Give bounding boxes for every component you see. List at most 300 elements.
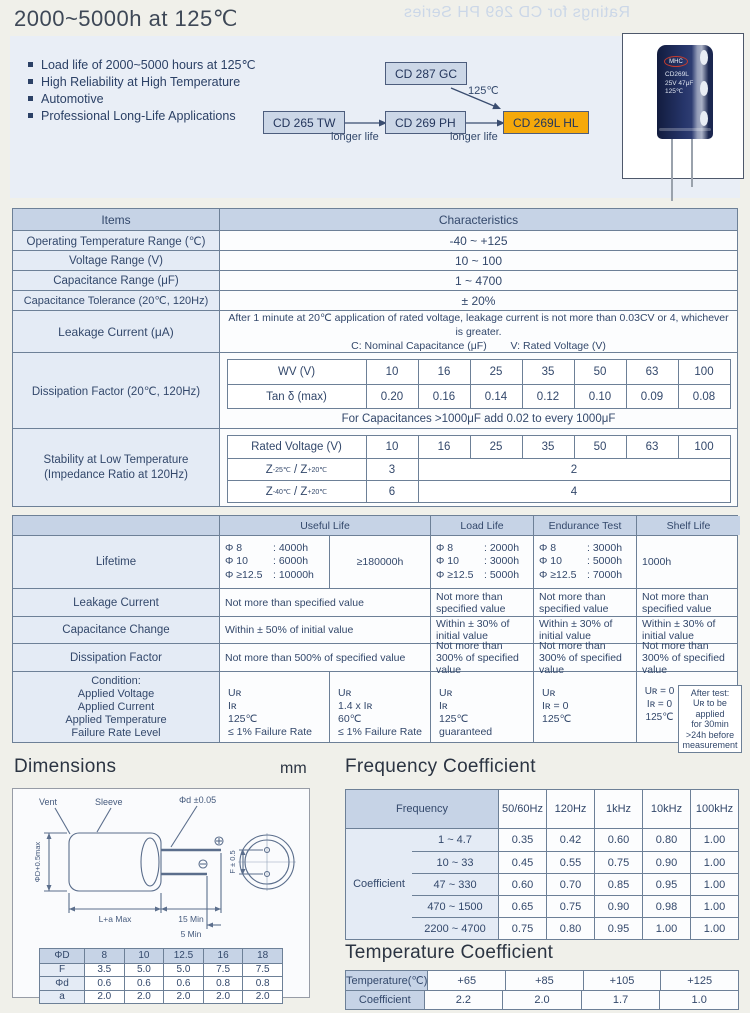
cell-value: Within ± 50% of initial value — [219, 617, 430, 643]
tan-value: 0.20 — [366, 385, 418, 408]
dim-value: 0.6 — [124, 977, 164, 990]
tan-value: 0.16 — [418, 385, 470, 408]
dim-row-label: a — [40, 991, 84, 1004]
condition-value: Uʀ — [228, 687, 242, 699]
row-label: Leakage Current (μA) — [13, 311, 219, 352]
lifetime-line — [539, 569, 622, 583]
cap-range: 47 ~ 330 — [412, 874, 498, 895]
table-row — [13, 310, 737, 352]
coef-value: 1.00 — [690, 874, 738, 895]
voltage-header: 35 — [522, 360, 574, 384]
note-line: for 30min — [691, 719, 729, 730]
lifetime-line — [225, 555, 308, 569]
column-header: 10kHz — [642, 790, 690, 828]
frequency-body — [346, 828, 738, 939]
cell-value: Not more than 300% of specified value — [636, 644, 740, 671]
dim-value: 16 — [203, 949, 243, 963]
table-row — [13, 209, 737, 230]
table-row — [13, 428, 737, 506]
vent-mark — [700, 50, 708, 65]
temp-text: 125℃ — [665, 88, 684, 95]
lifetime-shelf: 1000h — [636, 536, 740, 588]
row-label: Capacitance Change — [13, 617, 219, 643]
unit-label: mm — [280, 760, 307, 777]
leakage-note-line1: After 1 minute at 20℃ application of rated voltage, leakage current is not more than 0.03CV or 4, whichever is greater. — [228, 311, 729, 338]
table-row — [228, 436, 730, 458]
dim-row-label: Φd — [40, 977, 84, 990]
ratio-value-merged: 4 — [418, 481, 730, 502]
hours: : 5000h — [484, 568, 520, 581]
stability-label-line1: Stability at Low Temperature — [43, 453, 189, 466]
coef-value: 2.0 — [502, 991, 581, 1009]
cell-value: Not more than 500% of specified value — [219, 644, 430, 671]
hours: : 7000h — [587, 568, 623, 581]
characteristics-table — [12, 208, 738, 507]
dim-value: 5.0 — [124, 964, 164, 977]
arrowhead-icon — [155, 907, 161, 912]
pitch-label: F ± 0.5 — [228, 850, 237, 874]
leader-line — [171, 806, 197, 847]
voltage-header: 10 — [366, 360, 418, 384]
temperature-heading: Temperature Coefficient — [345, 942, 554, 963]
coef-value: 0.70 — [546, 874, 594, 895]
coef-value: 0.60 — [498, 874, 546, 895]
column-header: Shelf Life — [636, 516, 740, 535]
row-label: Coefficient — [346, 991, 424, 1009]
column-header: 50/60Hz — [498, 790, 546, 828]
arrowhead-icon — [69, 907, 75, 912]
condition-value: 125℃ — [439, 713, 469, 725]
condition-shelf — [636, 672, 740, 751]
cell-value: Within ± 30% of initial value — [533, 617, 636, 643]
coef-value: 0.75 — [594, 852, 642, 873]
column-header: Useful Life — [219, 516, 430, 535]
row-label: Leakage Current — [13, 589, 219, 616]
coef-value: 1.00 — [642, 918, 690, 939]
lifetime-line — [436, 569, 519, 583]
diameter: Φ 10 — [225, 555, 248, 568]
cell-value: -40 ~ +125 — [219, 231, 737, 250]
dimension-drawing-box — [12, 788, 310, 1003]
row-label: Capacitance Tolerance (20℃, 120Hz) — [13, 291, 219, 310]
capacitor-body — [657, 45, 713, 139]
voltage-header: 25 — [470, 360, 522, 384]
condition-value: Iʀ — [228, 700, 237, 712]
ratio-value: 6 — [366, 481, 418, 502]
column-header: Characteristics — [219, 209, 737, 230]
coef-value: 2.2 — [424, 991, 503, 1009]
bullet-icon — [28, 62, 33, 67]
condition-value: Uʀ = 0 — [644, 686, 675, 697]
diameter: Φ ≥12.5 — [436, 568, 474, 581]
dimensions-heading: Dimensions — [14, 756, 117, 777]
dissipation-cell — [219, 353, 737, 428]
coef-value: 0.55 — [546, 852, 594, 873]
cell-value: Not more than 300% of specified value — [533, 644, 636, 671]
z-subscript: -25℃ — [272, 466, 291, 474]
capacitor-photo — [622, 33, 744, 179]
column-header: Endurance Test — [533, 516, 636, 535]
vent-label: Vent — [39, 797, 58, 807]
leader-line — [55, 808, 70, 834]
table-row — [228, 458, 730, 480]
dim-value: 2.0 — [163, 991, 203, 1004]
condition-value: 125℃ — [645, 712, 674, 723]
dim-value: 2.0 — [124, 991, 164, 1004]
ghost-showthrough-text: Ratings for CD 269 PH Series — [403, 4, 630, 21]
rating-text: 25V 47μF — [665, 79, 694, 87]
dim-value: 7.5 — [203, 964, 243, 977]
lifetime-endurance — [533, 536, 636, 588]
frequency-table — [345, 789, 739, 940]
lifetime-useful-b: ≥180000h — [329, 536, 430, 588]
tan-value: 0.12 — [522, 385, 574, 408]
table-row — [13, 516, 737, 535]
voltage-header: 100 — [678, 436, 730, 458]
condition-useful-b — [329, 672, 430, 742]
row-label: Operating Temperature Range (℃) — [13, 231, 219, 250]
dim-value: 3.5 — [84, 964, 124, 977]
frequency-heading: Frequency Coefficient — [345, 756, 536, 777]
condition-value: guaranteed — [439, 726, 493, 738]
note-line: measurement — [682, 740, 738, 751]
coef-value: 0.80 — [546, 918, 594, 939]
coef-value: 1.00 — [690, 829, 738, 851]
tan-value: 0.14 — [470, 385, 522, 408]
hours: : 3000h — [587, 541, 623, 554]
voltage-header: 63 — [626, 436, 678, 458]
leakage-note-line2 — [351, 339, 606, 353]
lifetime-line — [225, 542, 308, 556]
ratio-value-merged: 2 — [418, 459, 730, 480]
dim-row-label: F — [40, 964, 84, 977]
row-label: Dissipation Factor (20℃, 120Hz) — [13, 353, 219, 428]
voltage-header: 16 — [418, 360, 470, 384]
condition-value: Iʀ — [439, 700, 448, 712]
condition-value: Uʀ — [338, 687, 352, 699]
cell-value: Not more than specified value — [219, 589, 430, 616]
flow-box-cd269ph: CD 269 PH — [385, 111, 466, 134]
feature-text: Professional Long-Life Applications — [41, 108, 236, 123]
table-row — [40, 976, 282, 990]
coef-value: 0.35 — [498, 829, 546, 851]
vent-mark — [700, 111, 708, 126]
temp-value: +105 — [583, 971, 661, 990]
cell-value: 10 ~ 100 — [219, 251, 737, 270]
coef-value: 0.90 — [642, 852, 690, 873]
condition-value: 60℃ — [338, 713, 362, 725]
tan-value: 0.08 — [678, 385, 730, 408]
cap-range: 1 ~ 4.7 — [412, 829, 498, 851]
condition-value: ≤ 1% Failure Rate — [228, 726, 312, 738]
condition-value: ≤ 1% Failure Rate — [338, 726, 422, 738]
condition-shelf-values — [641, 685, 678, 724]
coef-value: 0.95 — [642, 874, 690, 895]
stability-cell — [219, 429, 737, 506]
arrowhead-icon — [47, 885, 52, 891]
lifetime-load — [430, 536, 533, 588]
arrow-label: longer life — [450, 131, 498, 143]
coef-value: 0.65 — [498, 896, 546, 917]
dim-value: 10 — [124, 949, 164, 963]
dim-value: 18 — [242, 949, 282, 963]
diameter: Φ 8 — [225, 541, 243, 554]
voltage-header: 50 — [574, 436, 626, 458]
lead-dia-label: Φd ±0.05 — [179, 795, 217, 805]
voltage-header: 63 — [626, 360, 678, 384]
table-row — [228, 480, 730, 502]
table-row — [346, 790, 738, 828]
cell-value: Not more than 300% of specified value — [430, 644, 533, 671]
subtable-label: Tan δ (max) — [266, 390, 327, 403]
lead-length-label: 15 Min — [178, 914, 204, 924]
leader-line — [97, 808, 111, 832]
table-row — [13, 230, 737, 250]
tip-label: 5 Min — [180, 929, 202, 939]
row-label: Temperature(℃) — [346, 971, 427, 990]
cell-value: Within ± 30% of initial value — [430, 617, 533, 643]
dim-value: 12.5 — [163, 949, 203, 963]
voltage-header: 50 — [574, 360, 626, 384]
feature-list — [28, 56, 256, 124]
dim-value: 0.8 — [242, 977, 282, 990]
lifetime-line — [225, 569, 314, 583]
table-row — [412, 873, 738, 895]
flow-box-cd265tw: CD 265 TW — [263, 111, 345, 134]
bullet-icon — [28, 96, 33, 101]
cap-range: 2200 ~ 4700 — [412, 918, 498, 939]
page-title: 2000~5000h at 125℃ — [14, 6, 238, 31]
row-label: Capacitance Range (μF) — [13, 271, 219, 290]
table-row — [40, 990, 282, 1004]
ratio-value: 3 — [366, 459, 418, 480]
table-row — [13, 535, 737, 588]
condition-label-line: Applied Voltage — [77, 688, 155, 700]
voltage-header: 16 — [418, 436, 470, 458]
brand-logo: MHC — [664, 56, 688, 67]
column-header: 1kHz — [594, 790, 642, 828]
flow-temp-label: 125℃ — [468, 85, 499, 97]
table-row — [13, 588, 737, 616]
lifetime-line — [539, 555, 622, 569]
coef-value: 0.95 — [594, 918, 642, 939]
diameter: Φ 10 — [539, 555, 562, 568]
table-row — [412, 851, 738, 873]
note-line: Uʀ to be applied — [693, 698, 727, 719]
hours: : 10000h — [273, 568, 314, 581]
z-symbol: / Z — [294, 485, 308, 498]
cell-value — [219, 311, 737, 352]
dim-value: 5.0 — [163, 964, 203, 977]
lifetime-useful-a — [219, 536, 329, 588]
condition-value: Iʀ = 0 — [542, 700, 569, 712]
condition-value: Uʀ — [542, 687, 556, 699]
coefficient-group-label: Coefficient — [346, 829, 412, 939]
diameter: Φ ≥12.5 — [539, 568, 577, 581]
column-header: Load Life — [430, 516, 533, 535]
capacitor-outline — [69, 833, 161, 891]
temp-value: +65 — [427, 971, 505, 990]
row-label: Lifetime — [13, 536, 219, 588]
coef-value: 0.42 — [546, 829, 594, 851]
condition-useful-a — [219, 672, 329, 742]
arrowhead-icon — [161, 907, 167, 912]
voltage-header: 35 — [522, 436, 574, 458]
diameter: Φ 8 — [539, 541, 557, 554]
coef-value: 1.0 — [659, 991, 738, 1009]
lifetime-line — [436, 555, 519, 569]
hours: : 5000h — [587, 555, 623, 568]
coef-value: 0.85 — [594, 874, 642, 895]
feature-text: High Reliability at High Temperature — [41, 74, 241, 89]
dissipation-subtable — [227, 359, 731, 409]
list-item — [28, 73, 256, 90]
diameter: Φ 10 — [436, 555, 459, 568]
coef-value: 0.75 — [498, 918, 546, 939]
table-row — [412, 917, 738, 939]
cap-range: 10 ~ 33 — [412, 852, 498, 873]
dim-value: 0.8 — [203, 977, 243, 990]
hours: : 2000h — [484, 541, 520, 554]
cell-value: ± 20% — [219, 291, 737, 310]
hours: : 3000h — [484, 555, 520, 568]
table-row — [346, 990, 738, 1009]
body-dia-label: ΦD+0.5max — [33, 841, 42, 883]
row-label: Voltage Range (V) — [13, 251, 219, 270]
arrowhead-icon — [47, 833, 52, 839]
capacitor-print — [665, 71, 693, 97]
column-header: 100kHz — [690, 790, 738, 828]
arrowhead-icon — [215, 907, 221, 912]
dim-value: 0.6 — [163, 977, 203, 990]
lifetime-line — [539, 542, 622, 556]
table-row — [13, 290, 737, 310]
hours: : 4000h — [273, 541, 309, 554]
dim-value: 2.0 — [84, 991, 124, 1004]
row-label: Dissipation Factor — [13, 644, 219, 671]
table-row — [13, 250, 737, 270]
lead-wire — [671, 139, 673, 201]
coef-value: 1.00 — [690, 852, 738, 873]
voltage-header: 10 — [366, 436, 418, 458]
table-row — [412, 895, 738, 917]
length-label: L+a Max — [98, 914, 132, 924]
hours: : 6000h — [273, 555, 309, 568]
column-header: 120Hz — [546, 790, 594, 828]
coef-value: 0.90 — [594, 896, 642, 917]
coef-value: 0.60 — [594, 829, 642, 851]
cap-range: 470 ~ 1500 — [412, 896, 498, 917]
v-definition: V: Rated Voltage (V) — [510, 339, 606, 352]
column-header: Items — [13, 209, 219, 230]
cell-value: Not more than specified value — [533, 589, 636, 616]
dim-value: 2.0 — [242, 991, 282, 1004]
diameter: Φ ≥12.5 — [225, 568, 263, 581]
condition-label-line: Failure Rate Level — [71, 727, 161, 739]
coef-value: 0.98 — [642, 896, 690, 917]
table-row — [412, 829, 738, 851]
flow-box-cd269lhl: CD 269L HL — [503, 111, 589, 134]
temp-value: +125 — [660, 971, 738, 990]
condition-label-line: Applied Current — [77, 701, 155, 713]
dissipation-note: For Capacitances >1000μF add 0.02 to every 1000μF — [341, 413, 616, 425]
cell-value: Not more than specified value — [636, 589, 740, 616]
note-line: After test: — [690, 688, 730, 698]
coef-value: 0.45 — [498, 852, 546, 873]
coef-value: 1.00 — [690, 918, 738, 939]
table-row — [13, 352, 737, 428]
voltage-header: 25 — [470, 436, 522, 458]
condition-endurance — [533, 672, 636, 742]
arrow-label: longer life — [331, 131, 379, 143]
condition-value: 1.4 x Iʀ — [338, 700, 373, 712]
condition-value: 125℃ — [542, 713, 572, 725]
corner-cell — [13, 516, 219, 535]
stability-label-line2: (Impedance Ratio at 120Hz) — [44, 468, 188, 481]
coef-value: 1.7 — [581, 991, 660, 1009]
note-line: >24h before — [685, 729, 735, 740]
bullet-icon — [28, 113, 33, 118]
dim-value: 8 — [84, 949, 124, 963]
z-subscript: -40℃ — [272, 488, 291, 496]
condition-label-line: Applied Temperature — [65, 714, 167, 726]
z-symbol: Z — [265, 485, 273, 498]
tan-value: 0.10 — [574, 385, 626, 408]
subtable-label: WV (V) — [277, 366, 316, 378]
table-row — [40, 949, 282, 963]
flow-box-cd287gc: CD 287 GC — [385, 62, 467, 85]
list-item — [28, 90, 256, 107]
table-row — [346, 971, 738, 990]
impedance-ratio-label — [228, 459, 366, 480]
life-table — [12, 515, 738, 751]
cell-value: Not more than specified value — [430, 589, 533, 616]
diameter: Φ 8 — [436, 541, 454, 554]
condition-value: 125℃ — [228, 713, 258, 725]
lifetime-line — [436, 542, 519, 556]
z-symbol: Z — [265, 463, 273, 476]
bullet-icon — [28, 79, 33, 84]
arrowhead-icon — [207, 923, 213, 928]
temperature-table — [345, 970, 739, 1010]
list-item — [28, 107, 256, 124]
tan-value: 0.09 — [626, 385, 678, 408]
z-subscript: +20℃ — [307, 488, 328, 496]
table-row — [13, 270, 737, 290]
c-definition: C: Nominal Capacitance (μF) — [351, 339, 487, 352]
voltage-header: 100 — [678, 360, 730, 384]
frequency-rows — [412, 829, 738, 939]
after-test-note — [678, 685, 742, 753]
z-subscript: +20℃ — [307, 466, 328, 474]
crimp-groove — [659, 128, 711, 131]
coef-value: 0.75 — [546, 896, 594, 917]
list-item — [28, 56, 256, 73]
feature-text: Automotive — [41, 91, 104, 106]
condition-value: Iʀ = 0 — [646, 699, 673, 710]
frequency-header: Frequency — [346, 790, 498, 828]
table-row — [228, 384, 730, 408]
impedance-ratio-label — [228, 481, 366, 502]
cell-value: Within ± 30% of initial value — [636, 617, 740, 643]
table-row — [13, 639, 737, 676]
seal-outline — [141, 838, 159, 886]
dim-row-label: ΦD — [40, 949, 84, 963]
coef-value: 1.00 — [690, 896, 738, 917]
condition-labels — [13, 672, 219, 742]
feature-text: Load life of 2000~5000 hours at 125℃ — [41, 58, 256, 72]
row-label — [13, 429, 219, 506]
